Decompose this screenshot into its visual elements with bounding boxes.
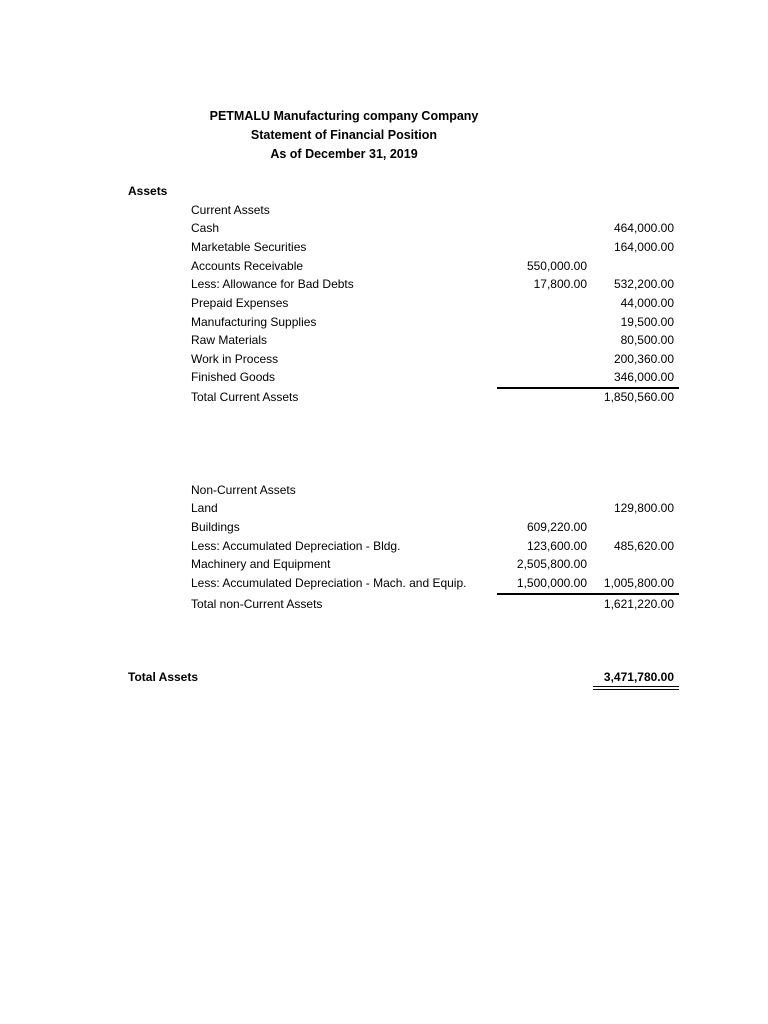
land-value: 129,800.00 — [613, 501, 674, 515]
depreciation-machinery-amount: 1,500,000.00 — [516, 576, 587, 590]
total-non-current-assets-value: 1,621,220.00 — [603, 597, 674, 611]
prepaid-expenses-value: 44,000.00 — [620, 296, 674, 310]
raw-materials-value: 80,500.00 — [620, 333, 674, 347]
allowance-bad-debts-amount: 17,800.00 — [533, 277, 587, 291]
assets-label: Assets — [128, 184, 168, 198]
current-assets-heading: Current Assets — [191, 203, 270, 217]
accounts-receivable-gross: 550,000.00 — [526, 259, 587, 273]
statement-date: As of December 31, 2019 — [270, 147, 418, 161]
statement-title: Statement of Financial Position — [250, 128, 438, 142]
work-in-process-value: 200,360.00 — [613, 352, 674, 366]
depreciation-machinery-label: Less: Accumulated Depreciation - Mach. and Equip. — [191, 576, 467, 590]
total-non-current-assets-label: Total non-Current Assets — [191, 597, 323, 611]
buildings-label: Buildings — [191, 520, 240, 534]
total-assets-value: 3,471,780.00 — [603, 670, 674, 684]
manufacturing-supplies-label: Manufacturing Supplies — [191, 315, 317, 329]
cash-label: Cash — [191, 221, 220, 235]
work-in-process-label: Work in Process — [191, 352, 279, 366]
depreciation-buildings-amount: 123,600.00 — [526, 539, 587, 553]
cash-value: 464,000.00 — [613, 221, 674, 235]
non-current-assets-total-rule — [497, 593, 679, 595]
depreciation-buildings-label: Less: Accumulated Depreciation - Bldg. — [191, 539, 401, 553]
non-current-assets-heading: Non-Current Assets — [191, 483, 296, 497]
prepaid-expenses-label: Prepaid Expenses — [191, 296, 289, 310]
total-assets-double-rule-bottom — [593, 689, 679, 690]
total-current-assets-label: Total Current Assets — [191, 390, 299, 404]
finished-goods-value: 346,000.00 — [613, 370, 674, 384]
land-label: Land — [191, 501, 218, 515]
machinery-equipment-label: Machinery and Equipment — [191, 557, 331, 571]
buildings-net: 485,620.00 — [613, 539, 674, 553]
company-name: PETMALU Manufacturing company Company — [209, 109, 479, 123]
total-assets-label: Total Assets — [128, 670, 199, 684]
machinery-equipment-gross: 2,505,800.00 — [516, 557, 587, 571]
buildings-gross: 609,220.00 — [526, 520, 587, 534]
allowance-bad-debts-label: Less: Allowance for Bad Debts — [191, 277, 354, 291]
marketable-securities-label: Marketable Securities — [191, 240, 307, 254]
marketable-securities-value: 164,000.00 — [613, 240, 674, 254]
total-current-assets-value: 1,850,560.00 — [603, 390, 674, 404]
total-assets-double-rule-top — [593, 686, 679, 687]
manufacturing-supplies-value: 19,500.00 — [620, 315, 674, 329]
accounts-receivable-label: Accounts Receivable — [191, 259, 304, 273]
accounts-receivable-net: 532,200.00 — [613, 277, 674, 291]
raw-materials-label: Raw Materials — [191, 333, 268, 347]
finished-goods-label: Finished Goods — [191, 370, 276, 384]
machinery-equipment-net: 1,005,800.00 — [603, 576, 674, 590]
